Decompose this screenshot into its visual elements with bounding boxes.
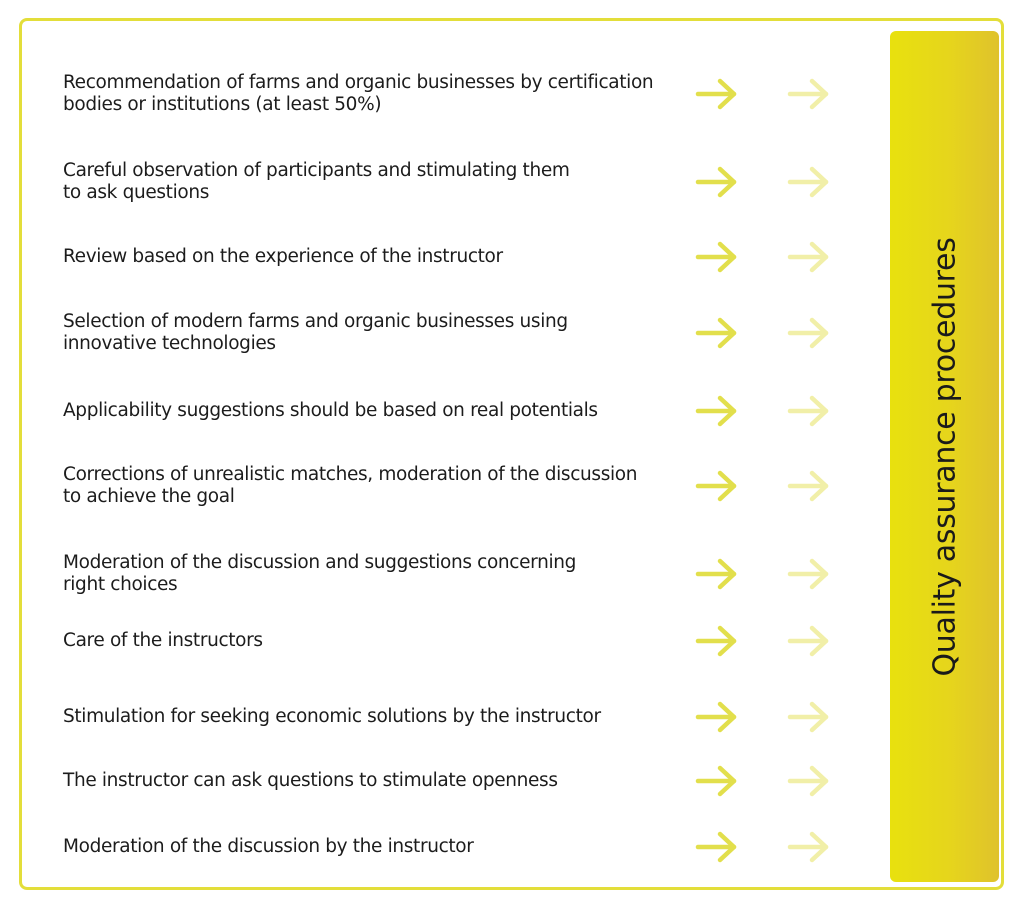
arrow-right-icon [695,394,739,428]
arrow-right-icon [787,316,831,350]
arrow-right-icon [787,624,831,658]
arrow-right-icon [695,624,739,658]
diagram-frame [19,18,1004,890]
item-text: Moderation of the discussion by the instructor [63,836,474,857]
arrow-right-icon [787,394,831,428]
arrow-right-icon [787,240,831,274]
item-text: Careful observation of participants and stimulating them to ask questions [63,160,570,203]
arrow-right-icon [787,77,831,111]
item-text: Stimulation for seeking economic solutions by the instructor [63,706,601,727]
arrow-right-icon [695,240,739,274]
item-text: Applicability suggestions should be based on real potentials [63,400,598,421]
arrow-right-icon [695,557,739,591]
arrow-right-icon [787,557,831,591]
arrow-right-icon [695,469,739,503]
item-text: The instructor can ask questions to stimulate openness [63,770,558,791]
side-panel-label: Quality assurance procedures [927,236,962,677]
arrow-right-icon [695,700,739,734]
arrow-right-icon [695,165,739,199]
arrow-right-icon [695,77,739,111]
arrow-right-icon [787,165,831,199]
arrow-right-icon [787,830,831,864]
item-text: Review based on the experience of the instructor [63,246,503,267]
side-panel [890,31,999,882]
item-text: Corrections of unrealistic matches, moderation of the discussion to achieve the goal [63,464,638,507]
item-text: Selection of modern farms and organic businesses using innovative technologies [63,311,568,354]
arrow-right-icon [787,469,831,503]
arrow-right-icon [695,830,739,864]
item-text: Care of the instructors [63,630,263,651]
arrow-right-icon [787,700,831,734]
item-text: Recommendation of farms and organic businesses by certification bodies or institutions (at least 50%) [63,72,654,115]
arrow-right-icon [695,316,739,350]
arrow-right-icon [787,764,831,798]
arrow-right-icon [695,764,739,798]
item-text: Moderation of the discussion and suggestions concerning right choices [63,552,577,595]
